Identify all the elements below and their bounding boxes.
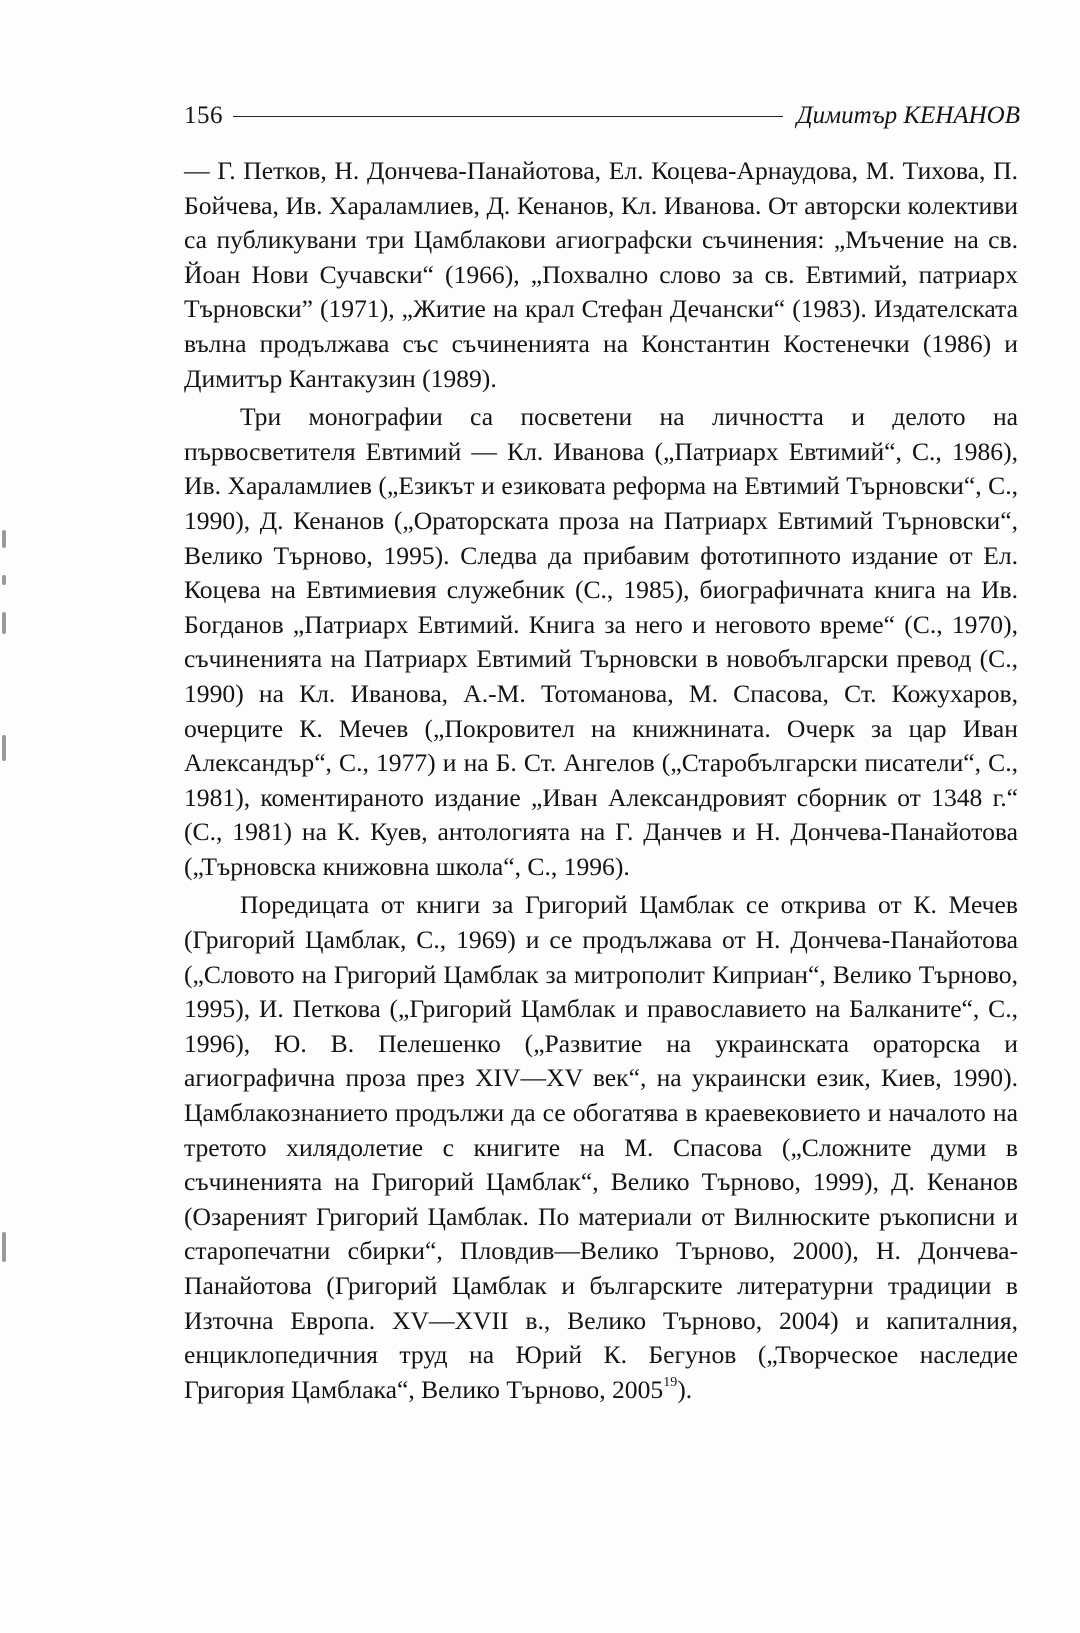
running-head	[184, 102, 1020, 138]
paragraph-2	[184, 400, 1018, 884]
paragraph-3-tail: ).	[677, 1374, 693, 1404]
paragraph-2-text: Три монографии са посветени на личността и делото на първосветителя Евтимий — Кл. Иванова („Патриарх Евтимий“, С., 1986), Ив. Хараламлиев („Езикът и езиковата реформа на Евтимий Търновски“, С., 1990), Д. Кенанов („Ораторската проза на Патриарх Евтимий Търновски“, Велико Търново, 1995). Следва да прибавим фототипното издание от Ел. Коцева на Евтимиевия служебник (С., 1985), биографичната книга на Ив. Богданов „Патриарх Евтимий. Книга за него и неговото време“ (С., 1970), съчиненията на Патриарх Евтимий Търновски в новобългарски превод (С., 1990) на Кл. Иванова, А.-М. Тотоманова, М. Спасова, Ст. Кожухаров, очерците К. Мечев („Покровител на книжнината. Очерк за цар Иван Александър“, С., 1977) и на Б. Ст. Ангелов („Старобългарски писатели“, С., 1981), коментираното издание „Иван Александровият сборник от 1348 г.“ (С., 1981) на К. Куев, антологията на Г. Данчев и Н. Дончева-Панайотова („Търновска книжовна школа“, С., 1996).	[184, 402, 1018, 881]
header-rule	[233, 116, 783, 117]
paragraph-3-text: Поредицата от книги за Григорий Цамблак се открива от К. Мечев (Григорий Цамблак, С., 1969) и се продължава от Н. Дончева-Панайотова („Словото на Григорий Цамблак за митрополит Киприан“, Велико Търново, 1995), И. Петкова („Григорий Цамблак и православието на Балканите“, С., 1996), Ю. В. Пелешенко („Развитие на украинската ораторска и агиографична проза през XIV—XV век“, на украински език, Киев, 1990). Цамблакознанието продължи да се обогатява в краевековието и началото на третото хилядолетие с книгите на М. Спасова („Сложните думи в съчиненията на Григорий Цамблак“, Велико Търново, 1999), Д. Кенанов (Озареният Григорий Цамблак. По материали от Вилнюските ръкописни и старопечатни сбирки“, Пловдив—Велико Търново, 2000), Н. Дончева-Панайотова (Григорий Цамблак и българските литературни традиции в Източна Европа. XV—XVII в., Велико Търново, 2004) и капиталния, енциклопедичния труд на Юрий К. Бегунов („Творческое наследие Григория Цамблака“, Велико Търново, 2005	[184, 890, 1018, 1404]
paragraph-3	[184, 888, 1018, 1407]
running-head-author: Димитър КЕНАНОВ	[796, 102, 1020, 129]
scan-edge-marks	[0, 0, 18, 1633]
paragraph-1-text: — Г. Петков, Н. Дончева-Панайотова, Ел. Коцева-Арнаудова, М. Тихова, П. Бойчева, Ив. Хараламлиев, Д. Кенанов, Кл. Иванова. От авторски колективи са публикувани три Цамблакови агиографски съчинения: „Мъчение на св. Йоан Нови Сучавски“ (1966), „Похвално слово за св. Евтимий, патриарх Търновски” (1971), „Житие на крал Стефан Дечански“ (1983). Издателската вълна продължава със съчиненията на Константин Костенечки (1986) и Димитър Кантакузин (1989).	[184, 156, 1018, 393]
page-number: 156	[184, 102, 223, 129]
body-text	[184, 154, 1018, 1411]
footnote-reference: 19	[663, 1375, 678, 1391]
paragraph-1	[184, 154, 1018, 396]
